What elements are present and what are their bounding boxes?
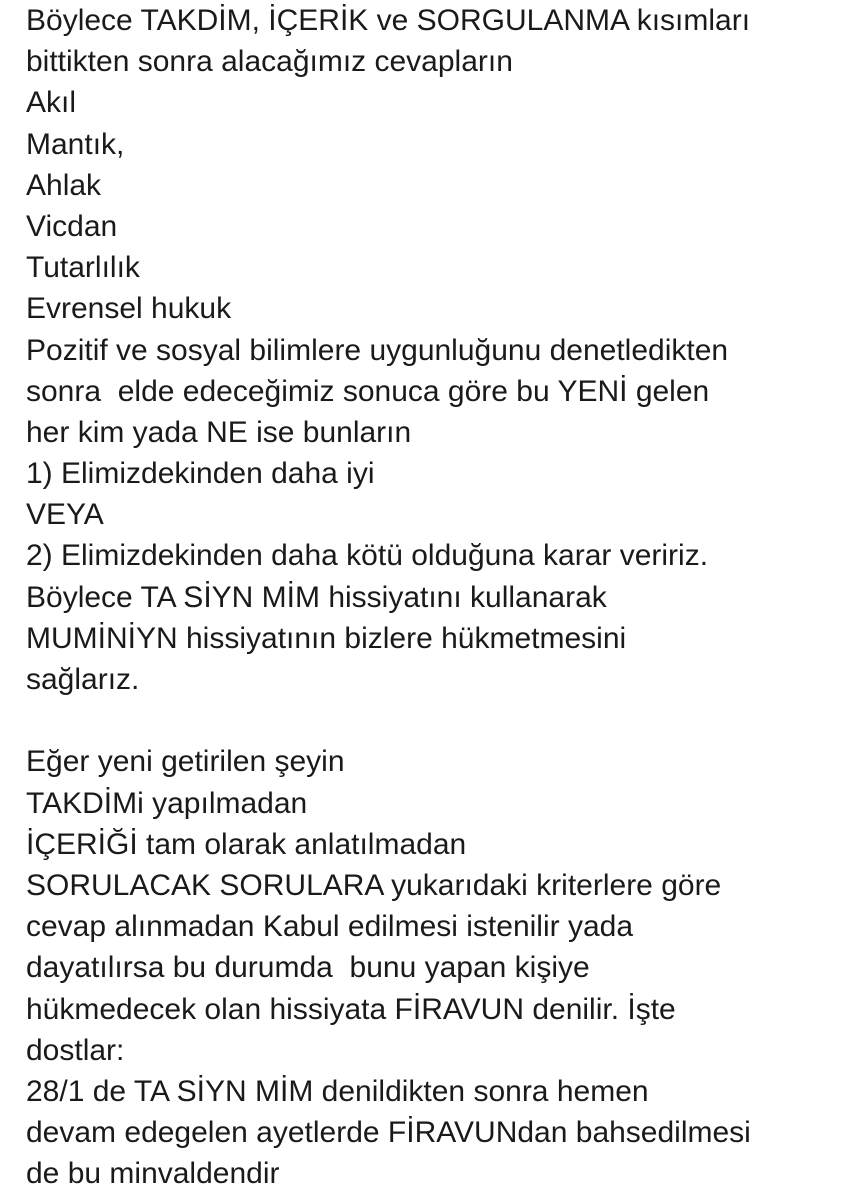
text-line: de bu minvaldendir: [26, 1157, 280, 1191]
text-line: VEYA: [26, 498, 104, 532]
text-line: Eğer yeni getirilen şeyin: [26, 745, 345, 779]
text-line: Pozitif ve sosyal bilimlere uygunluğunu denetledikten: [26, 333, 729, 367]
text-line: Böylece TAKDİM, İÇERİK ve SORGULANMA kısımları: [26, 4, 751, 37]
text-line: Akıl: [26, 86, 77, 120]
text-line: bittikten sonra alacağımız cevapların: [26, 45, 513, 79]
text-line: Evrensel hukuk: [26, 292, 232, 326]
text-line: her kim yada NE ise bunların: [26, 415, 412, 449]
text-line: dayatılırsa bu durumda bunu yapan kişiye: [26, 951, 590, 985]
text-line: sağlarız.: [26, 663, 140, 696]
paragraph-gap: [26, 700, 846, 741]
text-line: Vicdan: [26, 209, 118, 243]
text-line: SORULACAK SORULARA yukarıdaki kriterlere göre: [26, 868, 722, 902]
text-line: Mantık,: [26, 127, 125, 161]
text-line: Ahlak: [26, 168, 102, 202]
text-line: sonra elde edeceğimiz sonuca göre bu YENİ gelen: [26, 374, 710, 408]
text-line: İÇERİĞİ tam olarak anlatılmadan: [26, 827, 467, 861]
text-line: Tutarlılık: [26, 251, 140, 285]
text-line: MUMİNİYN hissiyatının bizlere hükmetmesini: [26, 621, 627, 655]
text-line: 2) Elimizdekinden daha kötü olduğuna karar veririz.: [26, 539, 709, 573]
text-line: Böylece TA SİYN MİM hissiyatını kullanarak: [26, 580, 607, 614]
text-line: 1) Elimizdekinden daha iyi: [26, 457, 375, 491]
text-line: hükmedecek olan hissiyata FİRAVUN denilir. İşte: [26, 992, 676, 1026]
document-body: [26, 0, 846, 1194]
paragraph-1: [26, 0, 846, 700]
text-line: devam edegelen ayetlerde FİRAVUNdan bahsedilmesi: [26, 1116, 751, 1150]
paragraph-2: [26, 741, 846, 1194]
text-line: cevap alınmadan Kabul edilmesi istenilir yada: [26, 910, 634, 944]
text-line: TAKDİMi yapılmadan: [26, 786, 308, 820]
text-line: 28/1 de TA SİYN MİM denildikten sonra hemen: [26, 1074, 649, 1108]
text-line: dostlar:: [26, 1033, 125, 1067]
